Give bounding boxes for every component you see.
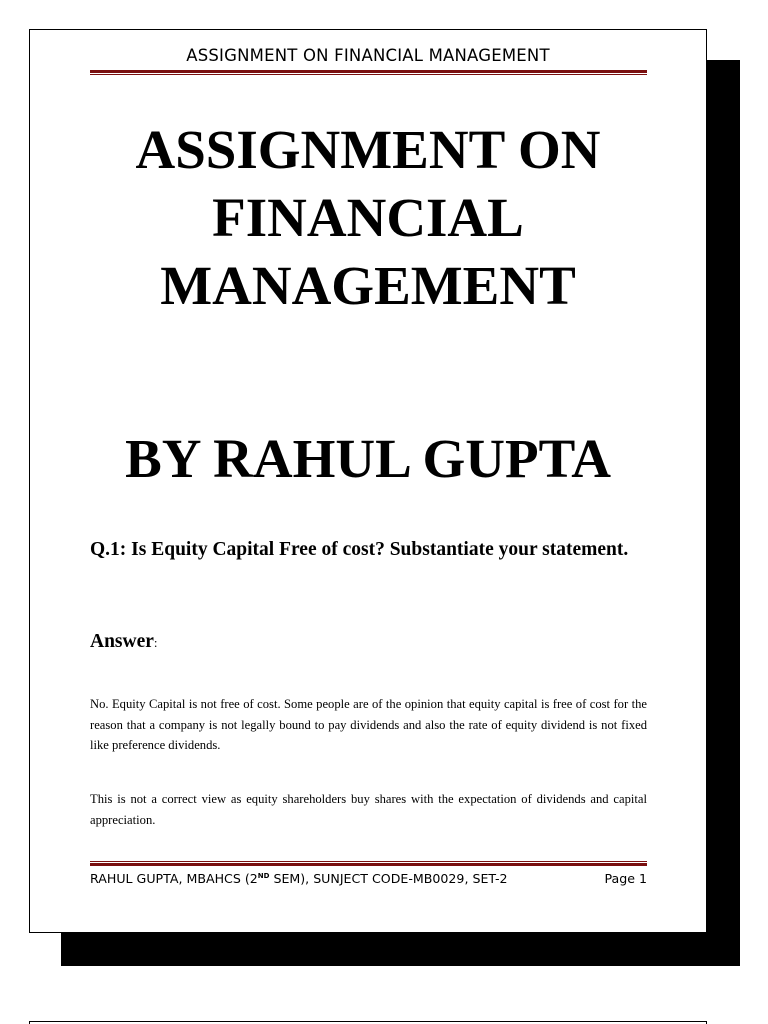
title-line-2: FINANCIAL (212, 187, 524, 248)
author-line: BY RAHUL GUPTA (125, 428, 611, 489)
footer-author-info (90, 871, 508, 886)
title-line-3: MANAGEMENT (160, 255, 576, 316)
question-heading: Q.1: Is Equity Capital Free of cost? Substantiate your statement. (90, 539, 629, 560)
document-title (30, 116, 706, 320)
header-rule (90, 70, 647, 75)
footer-rule (90, 861, 647, 866)
answer-label: Answer (90, 631, 154, 652)
running-header: ASSIGNMENT ON FINANCIAL MANAGEMENT (186, 46, 550, 65)
footer-suffix: SEM), SUNJECT CODE-MB0029, SET-2 (269, 871, 508, 886)
footer-prefix: RAHUL GUPTA, MBAHCS (2 (90, 871, 258, 886)
answer-colon: : (153, 635, 158, 650)
footer-superscript: ND (257, 872, 270, 880)
answer-heading (90, 631, 158, 653)
page-number: Page 1 (604, 871, 647, 886)
title-line-1: ASSIGNMENT ON (135, 119, 601, 180)
answer-paragraph-2: This is not a correct view as equity shareholders buy shares with the expectation of dividends and capital appreciation. (90, 792, 647, 827)
answer-paragraph-1: No. Equity Capital is not free of cost. Some people are of the opinion that equity capital is free of cost for the reason that a company is not legally bound to pay dividends and also the rate of equity dividend is not fixed like preference dividends. (90, 697, 647, 752)
document-page (29, 29, 707, 933)
